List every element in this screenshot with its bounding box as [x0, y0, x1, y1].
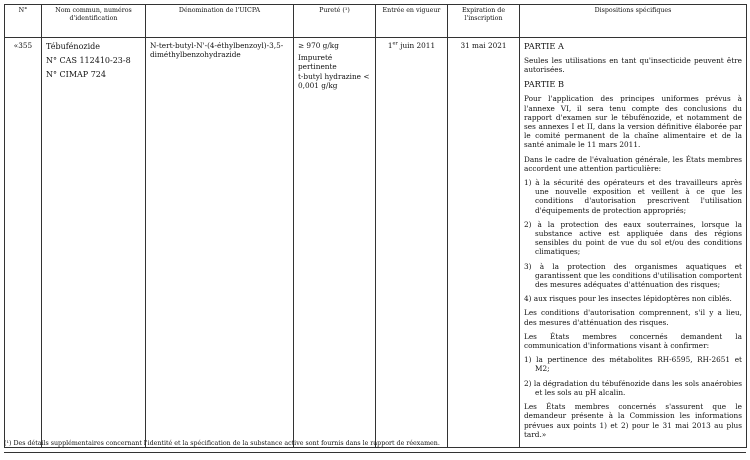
cimap-number: N° CIMAP 724 [46, 70, 106, 79]
substance-table [4, 4, 747, 448]
header-purity-footnote-ref: (¹) [342, 7, 350, 14]
impurity-value: t-butyl hydrazine < 0,001 g/kg [298, 71, 370, 90]
header-common-name: Nom commun, numéros d'identification [42, 5, 146, 38]
confirm-item-1: 1) la pertinence des métabolites RH-6595, RH-2651 et M2; [524, 355, 742, 374]
header-expiry: Expiration de l'inscription [448, 5, 520, 38]
entry-month-year: juin 2011 [397, 41, 436, 50]
table-header-row [5, 5, 747, 38]
attention-item-1: 1) à la sécurité des opérateurs et des travailleurs après une nouvelle exposition et veillent à ce que les conditions d'autorisation prescrivent l'utilisation d'équipements de protection appropriés; [524, 178, 742, 215]
cell-entry-date [376, 38, 448, 448]
cell-specific-provisions [520, 38, 747, 448]
part-b-paragraph-3: Les conditions d'autorisation comprennent, s'il y a lieu, des mesures d'atténuation des risques. [524, 308, 742, 327]
confirm-item-2: 2) la dégradation du tébufénozide dans les sols anaérobies et les sols au pH alcalin. [524, 378, 742, 397]
cell-purity [294, 38, 376, 448]
bottom-rule [4, 452, 746, 453]
cell-number: «355 [5, 38, 42, 448]
part-b-heading: PARTIE B [524, 79, 564, 90]
header-specific-provisions: Dispositions spécifiques [520, 5, 747, 38]
header-iupac: Dénomination de l'UICPA [146, 5, 294, 38]
header-purity-label: Pureté [319, 7, 341, 14]
part-b-paragraph-2: Dans le cadre de l'évaluation générale, les États membres accordent une attention particulière: [524, 154, 742, 173]
impurity-label: Impureté pertinente [298, 53, 337, 72]
iupac-name: N-tert-butyl-N'-(4-éthylbenzoyl)-3,5-diméthylbenzohydrazide [150, 41, 284, 60]
cell-expiry-date: 31 mai 2021 [448, 38, 520, 448]
cas-number: N° CAS 112410-23-8 [46, 56, 131, 65]
attention-item-3: 3) à la protection des organismes aquatiques et garantissent que les conditions d'utilisation comportent des mesures adéquates d'atténuation des risques; [524, 261, 742, 290]
part-b-paragraph-1: Pour l'application des principes uniformes prévus à l'annexe VI, il sera tenu compte des conclusions du rapport d'examen sur le tébufénozide, et notamment de ses annexes I et II, dans la version définitive élaborée par le comité permanent de la chaîne alimentaire et de la santé animale le 11 mars 2011. [524, 94, 742, 150]
table-row [5, 38, 747, 448]
part-a-text: Seules les utilisations en tant qu'insecticide peuvent être autorisées. [524, 56, 742, 75]
attention-item-4: 4) aux risques pour les insectes lépidoptères non ciblés. [524, 294, 732, 304]
header-entry-into-force: Entrée en vigueur [376, 5, 448, 38]
cell-common-name [42, 38, 146, 448]
entry-day-suffix: er [392, 40, 398, 47]
entry-day: 1 [387, 41, 393, 50]
purity-value: ≥ 970 g/kg [298, 41, 339, 50]
header-purity [294, 5, 376, 38]
cell-iupac [146, 38, 294, 448]
part-a-heading: PARTIE A [524, 41, 564, 51]
part-b-paragraph-4: Les États membres concernés demandent la communication d'informations visant à confirmer: [524, 331, 742, 351]
attention-item-2: 2) à la protection des eaux souterraines, lorsque la substance active est appliquée dans des régions sensibles du point de vue du sol et/ou des conditions climatiques; [524, 219, 742, 257]
footnote: (¹) Des détails supplémentaires concernant l'identité et la spécification de la substance active sont fournis dans le rapport de réexamen. [4, 440, 440, 447]
part-b-paragraph-5: Les États membres concernés s'assurent que le demandeur présente à la Commission les informations prévues aux points 1) et 2) pour le 31 mai 2013 au plus tard.» [524, 402, 742, 439]
substance-name: Tébufénozide [46, 42, 101, 51]
header-number: N° [5, 5, 42, 38]
